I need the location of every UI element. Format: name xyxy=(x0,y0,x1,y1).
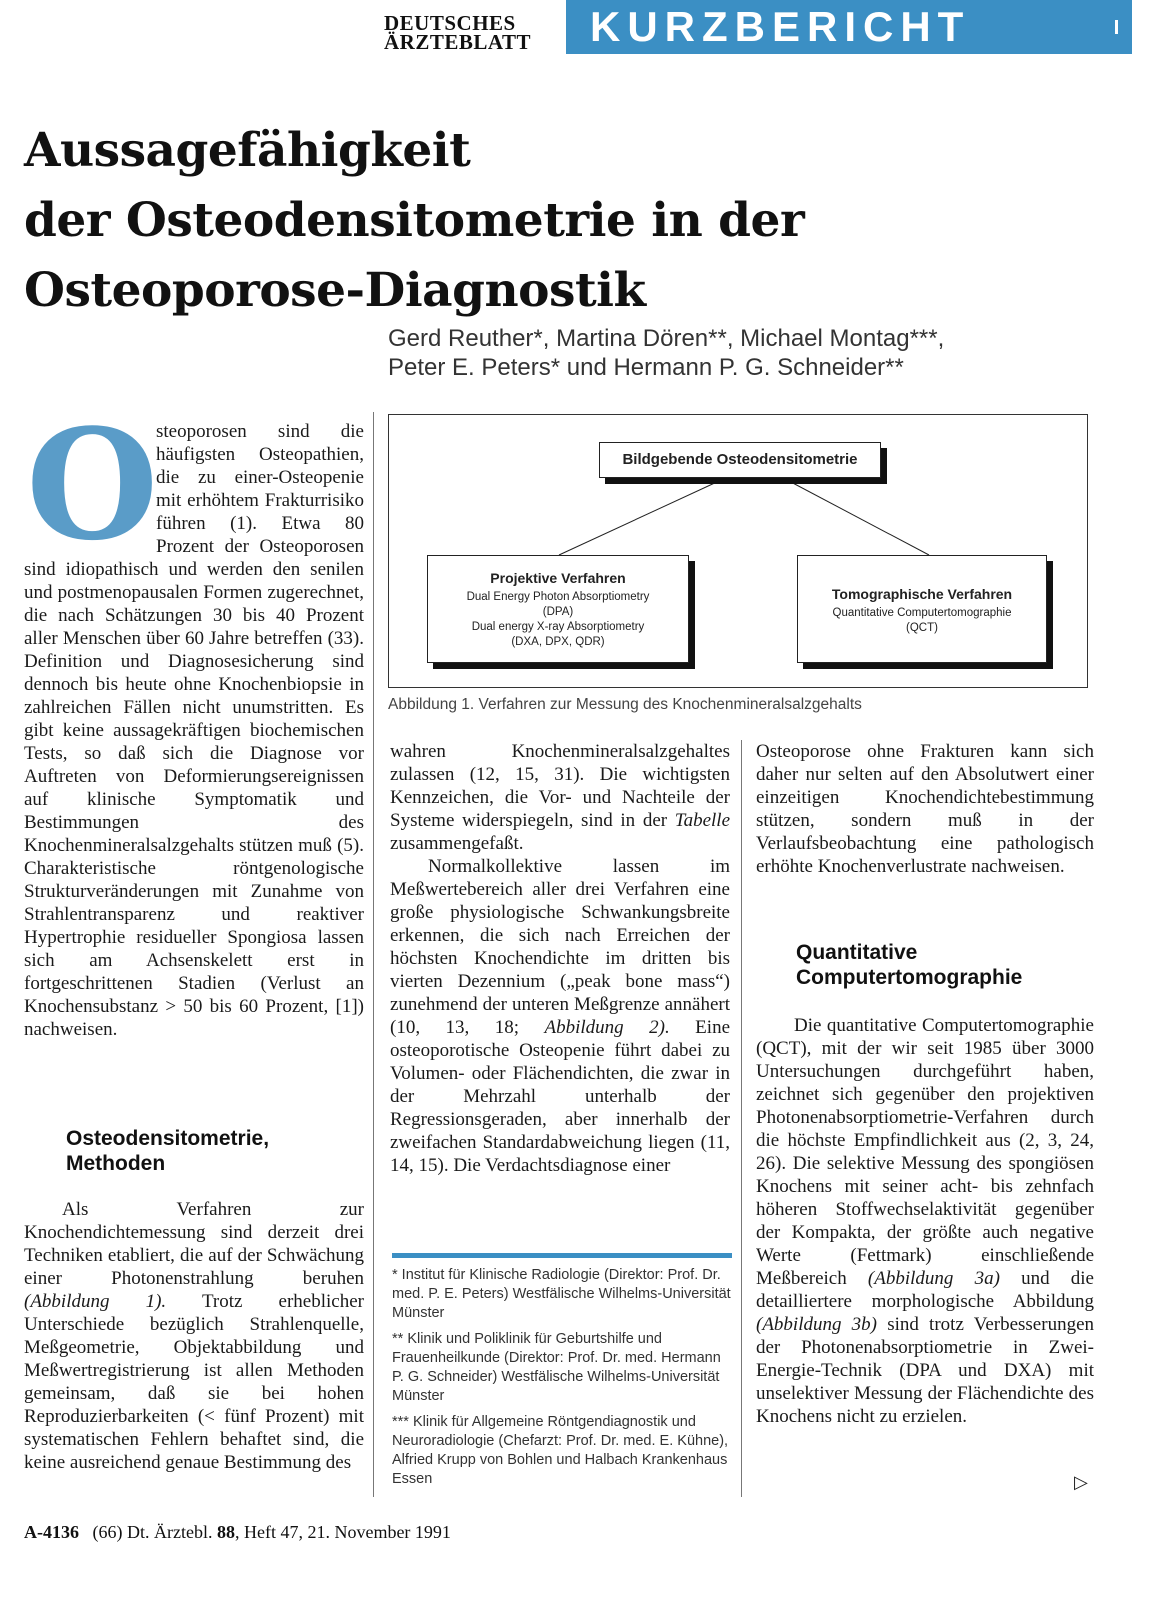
page-number: A-4136 xyxy=(24,1522,79,1542)
title-line2: der Osteodensitometrie in der xyxy=(24,193,805,248)
section-label: KURZBERICHT xyxy=(590,3,971,50)
masthead-line2: ÄRZTEBLATT xyxy=(384,30,531,54)
figure-caption: Abbildung 1. Verfahren zur Messung des Knochenmineralsalzgehalts xyxy=(388,696,862,713)
heading-qct: Quantitative Computertomographie xyxy=(796,941,1023,989)
authors xyxy=(388,324,1108,382)
footnote-bar xyxy=(392,1253,732,1258)
title-line3: Osteoporose-Diagnostik xyxy=(24,263,646,318)
heading-osteodensitometrie: Osteodensitometrie, Methoden xyxy=(66,1127,270,1175)
article-title xyxy=(24,116,1004,326)
qct-paragraph: Die quantitative Computertomographie (QCT), mit der wir seit 1985 über 3000 Untersuchungen durchgeführt haben, zeichnet sich gegenüber den projektiven Photonenabsorptiometrie-Verfahren durch die höchste Empfindlichkeit aus (2, 3, 24, 26). Die selektive Messung des spongiösen Knochens mit seiner acht- bis zehnfach höheren Stoffwechselaktivität gegenüber der Kompakta, der größte auch negative Werte (Fettmark) einschließende Meßbereich (Abbildung 3a) und die detailliertere morphologische Abbildung (Abbildung 3b) sind trotz Verbesserungen der Photonenabsorptiometrie in Zwei-Energie-Technik (DPA und DXA) mit unselektiver Messung der Flächendichte des Knochens nicht zu erzielen. xyxy=(756,1015,1095,1427)
footnote-2: ** Klinik und Poliklinik für Geburtshilfe und Frauenheilkunde (Direktor: Prof. Dr. med. Hermann P. G. Schneider) Westfälische Wilhelms-Universität Münster xyxy=(392,1331,721,1404)
column-2: wahren Knochenmineralsalzgehaltes zulassen (12, 15, 31). Die wichtigsten Kennzeichen, die Vor- und Nachteile der Systeme widerspiegeln, sind in der Tabelle zusammengefaßt. Normalkollektive lassen im Meßwertebereich aller drei Verfahren eine große physiologische Schwankungsbreite erkennen, die sich nach Erreichen der höchsten Knochendichte im dritten bis vierten Dezennium („peak bone mass“) zunehmend der unteren Meßgrenze annähert (10, 13, 18; Abbildung 2). Eine osteoporotische Osteopenie führt dabei zu Volumen- oder Flächendichten, die zwar in der Mehrzahl unterhalb der Regressionsgeraden, aber innerhalb der zweifachen Standardabweichung liegen (11, 14, 15). Die Verdachtsdiagnose einer xyxy=(390,741,730,1176)
title-line1: Aussagefähigkeit xyxy=(24,123,471,178)
masthead-logo xyxy=(384,11,552,54)
column-rule xyxy=(741,740,742,1497)
methods-paragraph: Als Verfahren zur Knochendichtemessung sind derzeit drei Techniken etabliert, die auf der Schwächung einer Photonenstrahlung beruhen (Abbildung 1). Trotz erheblicher Unterschiede bezüglich Strahlenquelle, Meßgeometrie, Objektabbildung und Meßwertregistrierung ist allen Methoden gemeinsam, daß sie bei hohen Reproduzierbarkeiten (< fünf Prozent) mit systematischen Fehlern behaftet sind, die keine ausreichend genaue Bestimmung des xyxy=(24,1199,364,1473)
footnote-1: * Institut für Klinische Radiologie (Direktor: Prof. Dr. med. P. E. Peters) Westfälische Wilhelms-Universität Münster xyxy=(392,1267,731,1321)
continue-arrow-icon: ▷ xyxy=(1074,1472,1088,1492)
node-root: Bildgebende Osteodensitometrie xyxy=(599,442,881,478)
column-rule xyxy=(373,412,374,1497)
footnotes xyxy=(392,1266,736,1496)
authors-line1: Gerd Reuther*, Martina Dören**, Michael Montag***, xyxy=(388,325,945,352)
page-footer: A-4136 (66) Dt. Ärztebl. 88, Heft 47, 21. November 1991 xyxy=(24,1522,451,1542)
banner-mark xyxy=(1115,20,1118,34)
node-projective: Projektive Verfahren Dual Energy Photon Absorptiometry (DPA) Dual energy X-ray Absorptiometry (DXA, DPX, QDR) xyxy=(427,555,689,663)
footnote-3: *** Klinik für Allgemeine Röntgendiagnostik und Neuroradiologie (Chefarzt: Prof. Dr. med. E. Kühne), Alfried Krupp von Bohlen und Halbach Krankenhaus Essen xyxy=(392,1414,729,1487)
section-banner xyxy=(566,0,1132,54)
column-3: Osteoporose ohne Frakturen kann sich daher nur selten auf den Absolutwert einer einzeitigen Knochendichtebestimmung stützen, sondern muß in der Verlaufsbeobachtung eine pathologisch erhöhte Knochenverlustrate nachweisen. xyxy=(756,741,1094,877)
node-tomographic: Tomographische Verfahren Quantitative Computertomographie (QCT) xyxy=(797,555,1047,663)
masthead-line1: DEUTSCHES xyxy=(384,11,516,35)
drop-cap: O xyxy=(26,395,159,574)
intro-paragraph xyxy=(24,395,364,1041)
intro-text: steoporosen sind die häufigsten Osteopathien, die zu einer-Osteopenie mit erhöhtem Frakturrisiko führen (1). Etwa 80 Prozent der Osteoporosen sind idiopathisch und werden den senilen und postmenopausalen Formen zugerechnet, die nach Schätzungen 30 bis 40 Prozent aller Menschen über 60 Jahre betreffen (33). Definition und Diagnosesicherung sind dennoch bis heute ohne Knochenbiopsie in zahlreichen Fällen nicht unumstritten. Es gibt keine aussagekräftigen biochemischen Tests, so daß sich die Diagnose vor Auftreten von Deformierungsereignissen auf klinische Symptomatik und Bestimmungen des Knochenmineralsalzgehalts stützen muß (5). Charakteristische röntgenologische Strukturveränderungen mit Zunahme von Strahlentransparenz und reaktiver Hypertrophie residueller Spongiosa lassen sich am Achsenskelett erst in fortgeschrittenen Stadien (Verlust an Knochensubstanz > 50 bis 60 Prozent, [1]) nachweisen. xyxy=(24,421,364,1040)
authors-line2: Peter E. Peters* und Hermann P. G. Schneider** xyxy=(388,354,904,381)
figure-1-diagram xyxy=(388,414,1088,688)
